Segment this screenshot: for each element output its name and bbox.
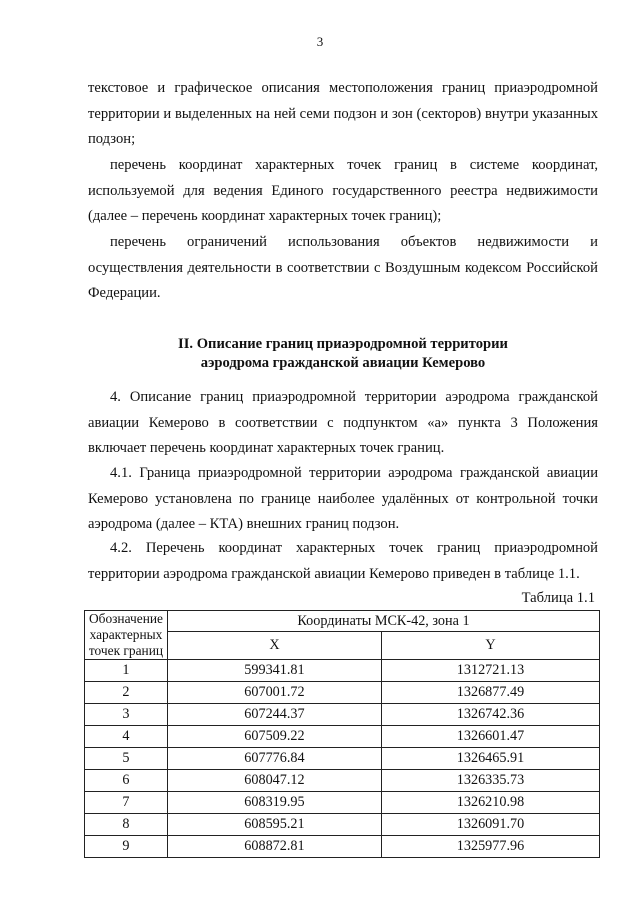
body-paragraph-4-1: 4.1. Граница приаэродромной территории аэродрома гражданской авиации Кемерово установлена по границе наиболее удалённых от контрольной точки аэродрома (далее – КТА) внешних границ подзон. bbox=[88, 465, 598, 532]
x-coordinate-cell: 607509.22 bbox=[167, 726, 381, 748]
intro-paragraph-1: текстовое и графическое описания местоположения границ приаэродромной территории и выделенных на ней семи подзон и зон (секторов) внутри указанных подзон; bbox=[88, 80, 598, 147]
y-coordinate-cell: 1325977.96 bbox=[381, 836, 599, 858]
table-caption: Таблица 1.1 bbox=[521, 590, 595, 606]
point-number-cell: 1 bbox=[85, 660, 168, 682]
point-number-cell: 5 bbox=[85, 748, 168, 770]
body-paragraph-4: 4. Описание границ приаэродромной территории аэродрома гражданской авиации Кемерово в соответствии с подпунктом «а» пункта 3 Положения включает перечень координат характерных точек границ. bbox=[88, 389, 598, 456]
point-number-cell: 7 bbox=[85, 792, 168, 814]
point-number-cell: 8 bbox=[85, 814, 168, 836]
table-row bbox=[85, 814, 600, 836]
table-header-row bbox=[85, 611, 600, 632]
table-row bbox=[85, 704, 600, 726]
header-x: X bbox=[167, 632, 381, 660]
x-coordinate-cell: 608319.95 bbox=[167, 792, 381, 814]
section-heading-line-2: аэродрома гражданской авиации Кемерово bbox=[200, 355, 486, 371]
header-point-label-line-2: характерных bbox=[89, 627, 163, 642]
point-number-cell: 6 bbox=[85, 770, 168, 792]
page-number: 3 bbox=[316, 34, 324, 49]
x-coordinate-cell: 607244.37 bbox=[167, 704, 381, 726]
coordinates-table bbox=[84, 610, 600, 858]
table-row bbox=[85, 682, 600, 704]
header-coordinates: Координаты МСК-42, зона 1 bbox=[167, 611, 599, 632]
y-coordinate-cell: 1326742.36 bbox=[381, 704, 599, 726]
header-y: Y bbox=[381, 632, 599, 660]
table-body bbox=[85, 660, 600, 858]
y-coordinate-cell: 1326877.49 bbox=[381, 682, 599, 704]
y-coordinate-cell: 1326601.47 bbox=[381, 726, 599, 748]
header-point-label-line-1: Обозначение bbox=[88, 611, 163, 626]
table-row bbox=[85, 836, 600, 858]
table-row bbox=[85, 748, 600, 770]
x-coordinate-cell: 608595.21 bbox=[167, 814, 381, 836]
header-point-label bbox=[85, 611, 168, 660]
x-coordinate-cell: 607001.72 bbox=[167, 682, 381, 704]
y-coordinate-cell: 1326335.73 bbox=[381, 770, 599, 792]
table-row bbox=[85, 726, 600, 748]
y-coordinate-cell: 1326210.98 bbox=[381, 792, 599, 814]
x-coordinate-cell: 608872.81 bbox=[167, 836, 381, 858]
table-row bbox=[85, 770, 600, 792]
section-heading-line-1: II. Описание границ приаэродромной территории bbox=[178, 336, 508, 352]
point-number-cell: 9 bbox=[85, 836, 168, 858]
point-number-cell: 4 bbox=[85, 726, 168, 748]
y-coordinate-cell: 1326091.70 bbox=[381, 814, 599, 836]
table-row bbox=[85, 660, 600, 682]
intro-paragraph-2: перечень координат характерных точек границ в системе координат, используемой для ведения Единого государственного реестра недвижимости (далее – перечень координат характерных точек границ); bbox=[88, 157, 598, 224]
body-paragraph-4-2: 4.2. Перечень координат характерных точек границ приаэродромной территории аэродрома гражданской авиации Кемерово приведен в таблице 1.1. bbox=[88, 540, 598, 582]
section-heading bbox=[88, 335, 598, 373]
y-coordinate-cell: 1312721.13 bbox=[381, 660, 599, 682]
x-coordinate-cell: 608047.12 bbox=[167, 770, 381, 792]
table-row bbox=[85, 792, 600, 814]
point-number-cell: 2 bbox=[85, 682, 168, 704]
intro-paragraph-3: перечень ограничений использования объектов недвижимости и осуществления деятельности в соответствии с Воздушным кодексом Российской Федерации. bbox=[88, 234, 598, 301]
y-coordinate-cell: 1326465.91 bbox=[381, 748, 599, 770]
x-coordinate-cell: 607776.84 bbox=[167, 748, 381, 770]
x-coordinate-cell: 599341.81 bbox=[167, 660, 381, 682]
header-point-label-line-3: точек границ bbox=[88, 643, 164, 658]
point-number-cell: 3 bbox=[85, 704, 168, 726]
